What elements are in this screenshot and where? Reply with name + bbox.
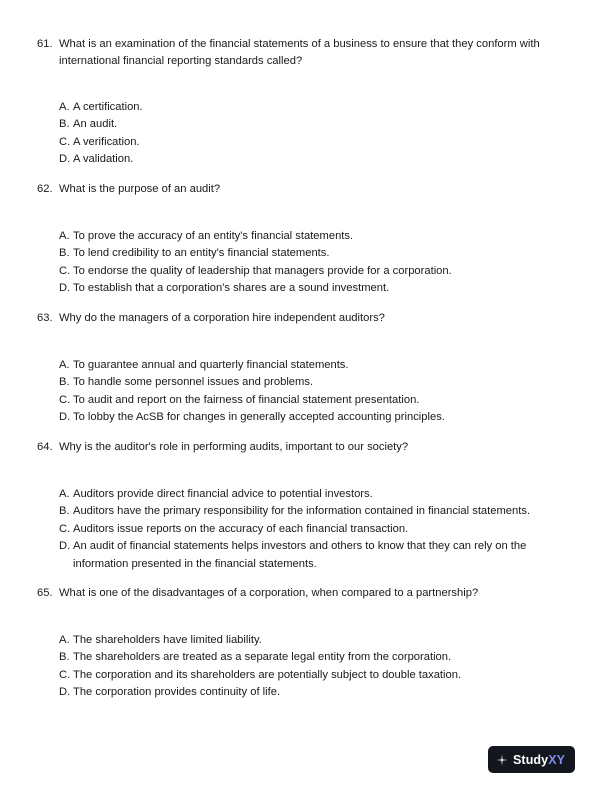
option-letter: C. [59, 264, 71, 277]
option-letter: B. [59, 651, 70, 664]
option-c [59, 521, 579, 538]
question-61 [37, 36, 582, 70]
question-65 [37, 585, 582, 602]
options-61 [59, 99, 579, 169]
option-d [59, 538, 579, 573]
option-text: A validation. [73, 153, 134, 166]
option-letter: A. [59, 488, 70, 500]
options-64 [59, 486, 579, 573]
option-letter: D. [59, 411, 71, 424]
option-letter: A. [59, 101, 70, 113]
question-63 [37, 310, 582, 327]
option-text: The corporation provides continuity of life. [73, 686, 281, 699]
option-text: To prove the accuracy of an entity's financial statements. [73, 230, 354, 242]
option-text: An audit. [73, 118, 118, 131]
logo-text-main: Study [513, 752, 549, 767]
question-number: 64. [37, 441, 53, 453]
question-64 [37, 439, 582, 456]
option-letter: D. [59, 153, 71, 166]
option-b [59, 374, 579, 391]
option-text: To endorse the quality of leadership that managers provide for a corporation. [73, 264, 452, 277]
question-text: What is one of the disadvantages of a corporation, when compared to a partnership? [59, 587, 479, 599]
option-c [59, 392, 579, 409]
option-text: An audit of financial statements helps investors and others to know that they can rely on the information presented in the financial statements. [73, 540, 527, 570]
option-text: A verification. [73, 135, 140, 148]
option-letter: C. [59, 668, 71, 681]
option-d [59, 409, 579, 426]
options-63 [59, 357, 579, 427]
option-letter: A. [59, 634, 70, 646]
option-text: The corporation and its shareholders are potentially subject to double taxation. [73, 668, 462, 681]
option-letter: C. [59, 393, 71, 406]
option-text: A certification. [73, 101, 143, 113]
option-text: The shareholders have limited liability. [73, 634, 262, 646]
option-b [59, 649, 579, 666]
option-letter: D. [59, 282, 71, 295]
option-a [59, 632, 579, 649]
option-letter: B. [59, 376, 70, 389]
option-text: To guarantee annual and quarterly financial statements. [73, 359, 349, 371]
options-62 [59, 228, 579, 298]
question-number: 63. [37, 312, 53, 324]
option-text: To audit and report on the fairness of financial statement presentation. [73, 393, 420, 406]
logo-text-accent: XY [548, 752, 566, 767]
option-text: To handle some personnel issues and problems. [73, 376, 314, 389]
option-b [59, 245, 579, 262]
option-letter: C. [59, 135, 71, 148]
option-text: To establish that a corporation's shares are a sound investment. [73, 282, 390, 295]
option-b [59, 116, 579, 133]
option-c [59, 263, 579, 280]
option-letter: D. [59, 540, 71, 553]
options-65 [59, 632, 579, 702]
option-letter: A. [59, 230, 70, 242]
option-a [59, 486, 579, 503]
option-text: To lobby the AcSB for changes in generally accepted accounting principles. [73, 411, 445, 424]
option-text: The shareholders are treated as a separate legal entity from the corporation. [73, 651, 452, 664]
option-d [59, 151, 579, 168]
option-text: Auditors have the primary responsibility for the information contained in financial statements. [73, 505, 531, 518]
option-letter: C. [59, 522, 71, 535]
logo-text [513, 753, 565, 767]
plus-sparkle-icon [496, 754, 508, 766]
option-d [59, 280, 579, 297]
option-letter: B. [59, 118, 70, 131]
question-62 [37, 181, 582, 198]
option-d [59, 684, 579, 701]
option-text: Auditors issue reports on the accuracy of each financial transaction. [73, 522, 409, 535]
option-letter: B. [59, 247, 70, 260]
question-number: 61. [37, 38, 53, 50]
option-letter: A. [59, 359, 70, 371]
question-number: 65. [37, 587, 53, 599]
option-letter: B. [59, 505, 70, 518]
option-a [59, 357, 579, 374]
option-b [59, 503, 579, 520]
option-text: To lend credibility to an entity's financial statements. [73, 247, 330, 260]
option-c [59, 134, 579, 151]
question-text: What is the purpose of an audit? [59, 183, 221, 195]
studyxy-logo[interactable] [488, 746, 575, 773]
option-letter: D. [59, 686, 71, 699]
question-text: What is an examination of the financial statements of a business to ensure that they conform with international financial reporting standards called? [59, 38, 540, 67]
option-a [59, 99, 579, 116]
option-text: Auditors provide direct financial advice to potential investors. [73, 488, 373, 500]
question-text: Why is the auditor's role in performing audits, important to our society? [59, 441, 409, 453]
question-number: 62. [37, 183, 53, 195]
option-c [59, 667, 579, 684]
question-text: Why do the managers of a corporation hire independent auditors? [59, 312, 385, 324]
option-a [59, 228, 579, 245]
